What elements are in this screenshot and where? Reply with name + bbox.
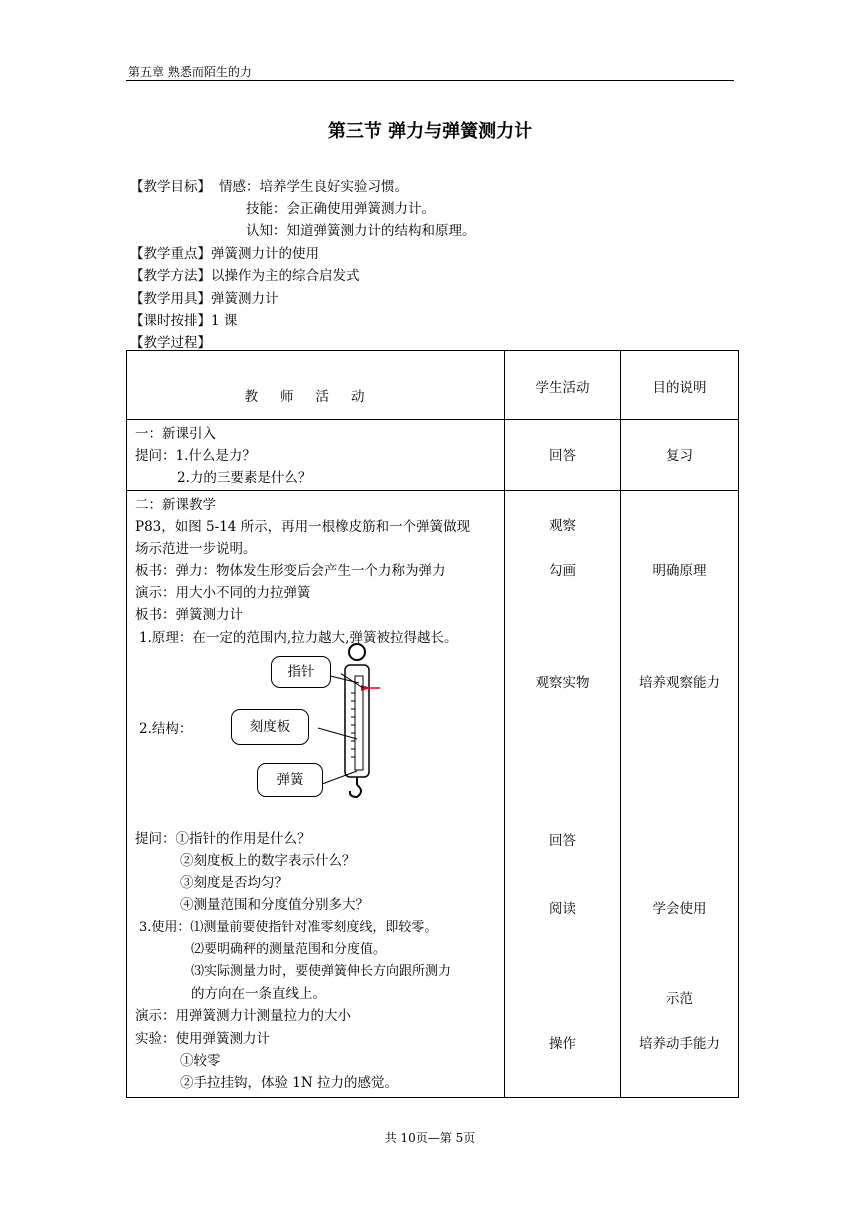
purpose-observation-skill: 培养观察能力: [639, 675, 720, 691]
row2-line-3: 场示范进一步说明。: [135, 541, 257, 557]
row2-line-7: 1.原理：在一定的范围内,拉力越大,弹簧被拉得越长。: [139, 630, 458, 646]
goal-label: 【教学目标】: [130, 179, 211, 195]
student-mark: 勾画: [549, 563, 576, 579]
page-title: 第三节 弹力与弹簧测力计: [327, 121, 533, 142]
goal-skill: 技能：会正确使用弹簧测力计。: [246, 201, 435, 217]
teaching-tools: 【教学用具】弹簧测力计: [130, 291, 279, 307]
row2-line-14: ⑵要明确秤的测量范围和分度值。: [191, 942, 387, 957]
row2-student-cell: [505, 491, 621, 1098]
row1-line-q2: 2.力的三要素是什么？: [177, 470, 312, 486]
student-observe: 观察: [549, 518, 576, 534]
row2-line-13: 3.使用：⑴测量前要使指针对准零刻度线，即较零。: [139, 920, 438, 935]
teaching-method: 【教学方法】以操作为主的综合启发式: [130, 268, 360, 284]
callout-spring: 弹簧: [257, 763, 323, 797]
row2-line-18: 实验：使用弹簧测力计: [135, 1031, 270, 1047]
row2-line-6: 板书：弹簧测力计: [135, 607, 243, 623]
row2-line-2: P83，如图 5-14 所示，再用一根橡皮筋和一个弹簧做现: [135, 519, 471, 535]
teaching-process: 【教学过程】: [130, 335, 211, 351]
row2-line-10: ②刻度板上的数字表示什么？: [180, 853, 356, 869]
student-operate: 操作: [549, 1036, 576, 1052]
student-read: 阅读: [549, 901, 576, 917]
row1-line-intro: 一：新课引入: [135, 426, 216, 442]
row2-line-8: 2.结构：: [139, 721, 193, 737]
row2-line-20: ②手拉挂钩，体验 1N 拉力的感觉。: [180, 1075, 398, 1091]
header-student-activity: 学生活动: [505, 351, 621, 420]
student-answer: 回答: [549, 833, 576, 849]
row1-student-cell: [505, 420, 621, 491]
row2-line-19: ①较零: [180, 1053, 221, 1069]
row1-student-answer: 回答: [549, 448, 576, 464]
purpose-clarify-principle: 明确原理: [652, 563, 707, 579]
header-purpose: 目的说明: [621, 351, 739, 420]
student-observe-object: 观察实物: [535, 675, 590, 691]
row2-purpose-cell: [621, 491, 739, 1098]
row2-line-5: 演示：用大小不同的力拉弹簧: [135, 585, 311, 601]
goal-affect: 情感：培养学生良好实验习惯。: [219, 179, 408, 195]
row1-purpose-cell: [621, 420, 739, 491]
callout-pointer: 指针: [271, 656, 331, 688]
row2-line-17: 演示：用弹簧测力计测量拉力的大小: [135, 1008, 351, 1024]
row1-purpose-review: 复习: [666, 448, 693, 464]
class-hours: 【课时按排】1 课: [130, 313, 238, 329]
chapter-header: 第五章 熟悉而陌生的力: [128, 65, 252, 79]
row2-line-1: 二：新课教学: [135, 497, 216, 513]
row1-line-q1: 提问：1.什么是力？: [135, 448, 256, 464]
row2-line-15: ⑶实际测量力时，要使弹簧伸长方向跟所测力: [191, 964, 452, 979]
teaching-focus: 【教学重点】弹簧测力计的使用: [130, 246, 319, 262]
row2-teacher-cell: [127, 491, 505, 1098]
page-footer: 共 10页—第 5页: [384, 1131, 476, 1145]
header-teacher-activity: 教师活动: [127, 351, 505, 420]
row1-teacher-cell: [127, 420, 505, 491]
row2-line-12: ④测量范围和分度值分别多大？: [180, 897, 369, 913]
purpose-hands-on-skill: 培养动手能力: [639, 1036, 720, 1052]
purpose-learn-use: 学会使用: [652, 901, 707, 917]
header-rule: [126, 80, 734, 81]
row2-line-9: 提问：①指针的作用是什么？: [135, 831, 311, 847]
callout-scale-board: 刻度板: [231, 709, 309, 745]
lesson-table: [126, 350, 739, 1098]
goal-knowledge: 认知：知道弹簧测力计的结构和原理。: [246, 223, 476, 239]
row2-line-16: 的方向在一条直线上。: [191, 986, 326, 1002]
purpose-demonstrate: 示范: [666, 991, 693, 1007]
row2-line-4: 板书：弹力：物体发生形变后会产生一个力称为弹力: [135, 563, 446, 579]
row2-line-11: ③刻度是否均匀？: [180, 875, 288, 891]
